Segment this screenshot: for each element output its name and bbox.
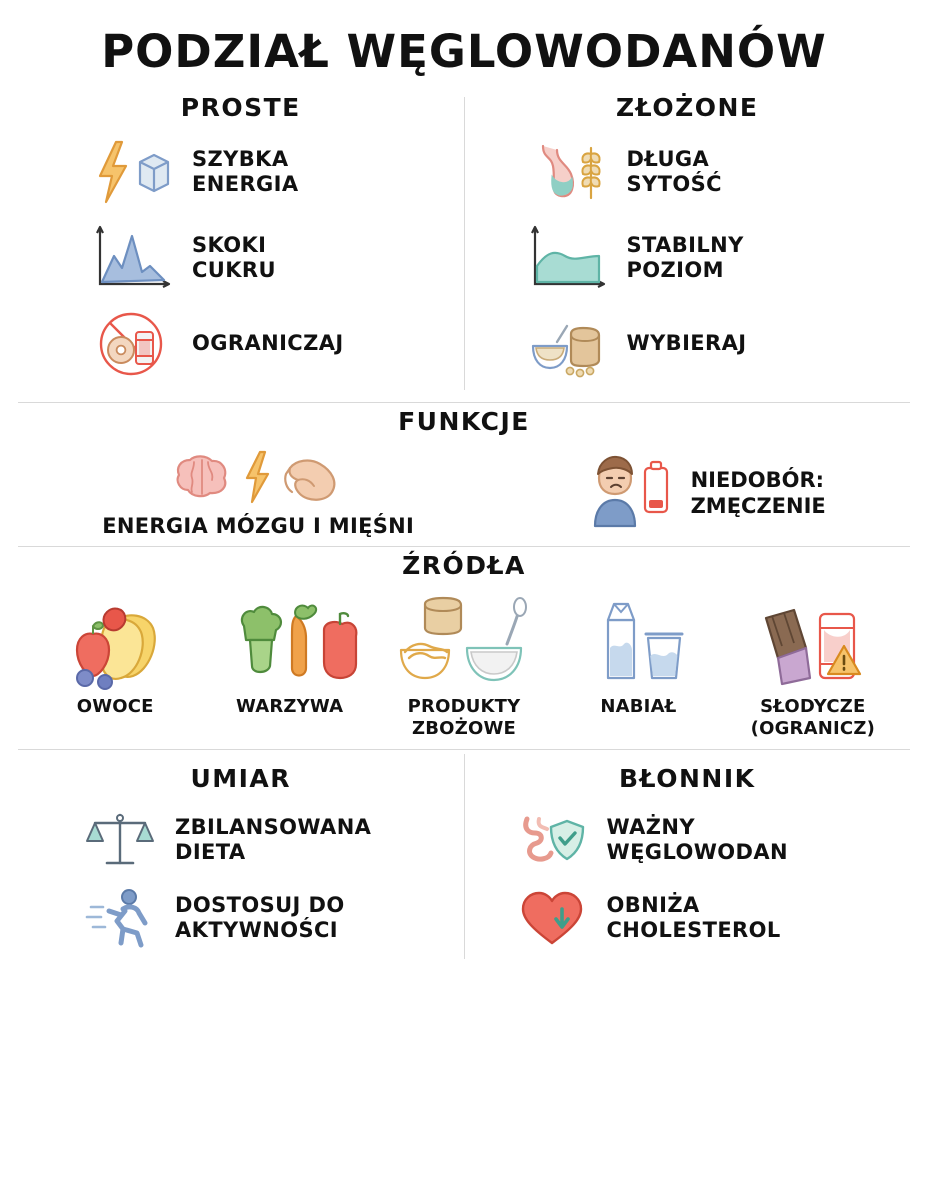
page-title: PODZIAŁ WĘGLOWODANÓW — [101, 25, 827, 78]
label-line-1: WYBIERAJ — [626, 331, 747, 356]
label-line-2: ENERGIA — [192, 172, 299, 197]
muscle-arm-icon — [280, 448, 346, 510]
complex-row-stable-level — [475, 222, 901, 294]
fiber-title: BŁONNIK — [619, 764, 756, 794]
moderation-row-activity — [28, 885, 454, 951]
balance-scale-icon — [83, 807, 157, 873]
fiber-row-important-carb — [475, 807, 901, 873]
simple-row-limit-label — [192, 331, 344, 357]
caption-line-1: WARZYWA — [235, 696, 344, 718]
stable-level-chart-icon — [523, 222, 609, 294]
grain-products-icon — [377, 594, 551, 690]
simple-carbs-column — [18, 93, 464, 394]
fiber-row-important-carb-label — [607, 815, 789, 866]
no-donut-soda-icon — [88, 308, 174, 380]
label-line-2: AKTYWNOŚCI — [175, 918, 338, 943]
label-line-1: DŁUGA — [626, 146, 710, 171]
label-line-1: WAŻNY — [606, 814, 695, 839]
label-line-1: SZYBKA — [192, 146, 289, 171]
source-item-grains-caption — [377, 696, 551, 739]
functions-deficiency-block — [583, 448, 826, 538]
fiber-row-lowers-cholesterol — [475, 885, 901, 951]
complex-carbs-title: ZŁOŻONE — [616, 93, 759, 123]
functions-section — [18, 407, 910, 546]
functions-title: FUNKCJE — [398, 407, 530, 437]
label-line-1: DOSTOSUJ DO — [175, 892, 345, 917]
fruits-icon — [28, 594, 202, 690]
label-line-2: SYTOŚĆ — [626, 172, 722, 197]
moderation-title: UMIAR — [190, 764, 292, 794]
lightning-icon — [240, 448, 274, 510]
caption-line-1: PRODUKTY — [407, 696, 521, 718]
source-item-fruits-caption — [28, 696, 202, 718]
sweets-warning-icon — [726, 594, 900, 690]
complex-carbs-column — [465, 93, 911, 394]
source-item-vegetables — [202, 594, 376, 718]
complex-row-long-satiety — [475, 136, 901, 208]
complex-row-stable-level-label — [627, 233, 744, 284]
moderation-row-activity-label — [175, 893, 345, 944]
moderation-row-balanced-diet — [28, 807, 454, 873]
divider-above-funkcje — [18, 402, 910, 403]
label-line-2: CUKRU — [192, 258, 276, 283]
caption-line-1: SŁODYCZE — [760, 696, 866, 718]
source-item-dairy-caption — [551, 696, 725, 718]
label-line-2: DIETA — [175, 840, 246, 865]
caption-line-2: (OGRANICZ) — [750, 717, 875, 739]
heart-down-arrow-icon — [515, 885, 589, 951]
caption-line-1: NABIAŁ — [600, 696, 677, 718]
label-line-1: OGRANICZAJ — [192, 331, 344, 356]
simple-row-limit — [28, 308, 454, 380]
functions-energy-caption: ENERGIA MÓZGU I MIĘŚNI — [102, 514, 415, 539]
functions-deficiency-label — [691, 467, 826, 520]
source-item-sweets-caption — [726, 696, 900, 739]
oat-bowl-bread-icon — [523, 308, 609, 380]
label-line-1: ZBILANSOWANA — [175, 814, 372, 839]
simple-vs-complex-section — [18, 93, 910, 394]
vegetables-icon — [202, 594, 376, 690]
source-item-vegetables-caption — [202, 696, 376, 718]
fiber-row-lowers-cholesterol-label — [607, 893, 781, 944]
label-line-2: WĘGLOWODAN — [606, 840, 789, 865]
label-line-1: STABILNY — [626, 232, 744, 257]
simple-row-quick-energy — [28, 136, 454, 208]
brain-icon — [170, 448, 234, 510]
divider-above-sources — [18, 546, 910, 547]
running-person-icon — [83, 885, 157, 951]
label-line-2: POZIOM — [626, 258, 724, 283]
simple-carbs-title: PROSTE — [180, 93, 301, 123]
sugar-spike-chart-icon — [88, 222, 174, 294]
tired-person-low-battery-icon — [583, 448, 675, 538]
moderation-column — [18, 750, 464, 963]
label-line-1: OBNIŻA — [606, 892, 700, 917]
intestine-shield-check-icon — [515, 807, 589, 873]
simple-row-quick-energy-label — [192, 147, 299, 198]
infographic-page — [0, 25, 928, 1180]
source-item-grains — [377, 594, 551, 739]
functions-energy-block — [102, 448, 414, 538]
lightning-sugar-cube-icon — [88, 136, 174, 208]
source-item-sweets — [726, 594, 900, 739]
simple-row-sugar-spikes — [28, 222, 454, 294]
complex-row-choose — [475, 308, 901, 380]
caption-line-2: ZBOŻOWE — [412, 717, 516, 739]
source-item-dairy — [551, 594, 725, 718]
label-line-2: ZMĘCZENIE — [690, 494, 826, 519]
source-item-fruits — [28, 594, 202, 718]
label-line-1: SKOKI — [192, 232, 267, 257]
simple-row-sugar-spikes-label — [192, 233, 276, 284]
stomach-wheat-icon — [523, 136, 609, 208]
fiber-column — [465, 750, 911, 963]
moderation-fiber-section — [18, 750, 910, 963]
complex-row-long-satiety-label — [627, 147, 722, 198]
dairy-icon — [551, 594, 725, 690]
label-line-1: NIEDOBÓR: — [690, 468, 825, 492]
sources-section — [18, 551, 910, 749]
caption-line-1: OWOCE — [76, 696, 154, 718]
label-line-2: CHOLESTEROL — [606, 918, 781, 943]
moderation-row-balanced-diet-label — [175, 815, 371, 866]
sources-title: ŹRÓDŁA — [402, 551, 526, 581]
complex-row-choose-label — [627, 331, 747, 357]
